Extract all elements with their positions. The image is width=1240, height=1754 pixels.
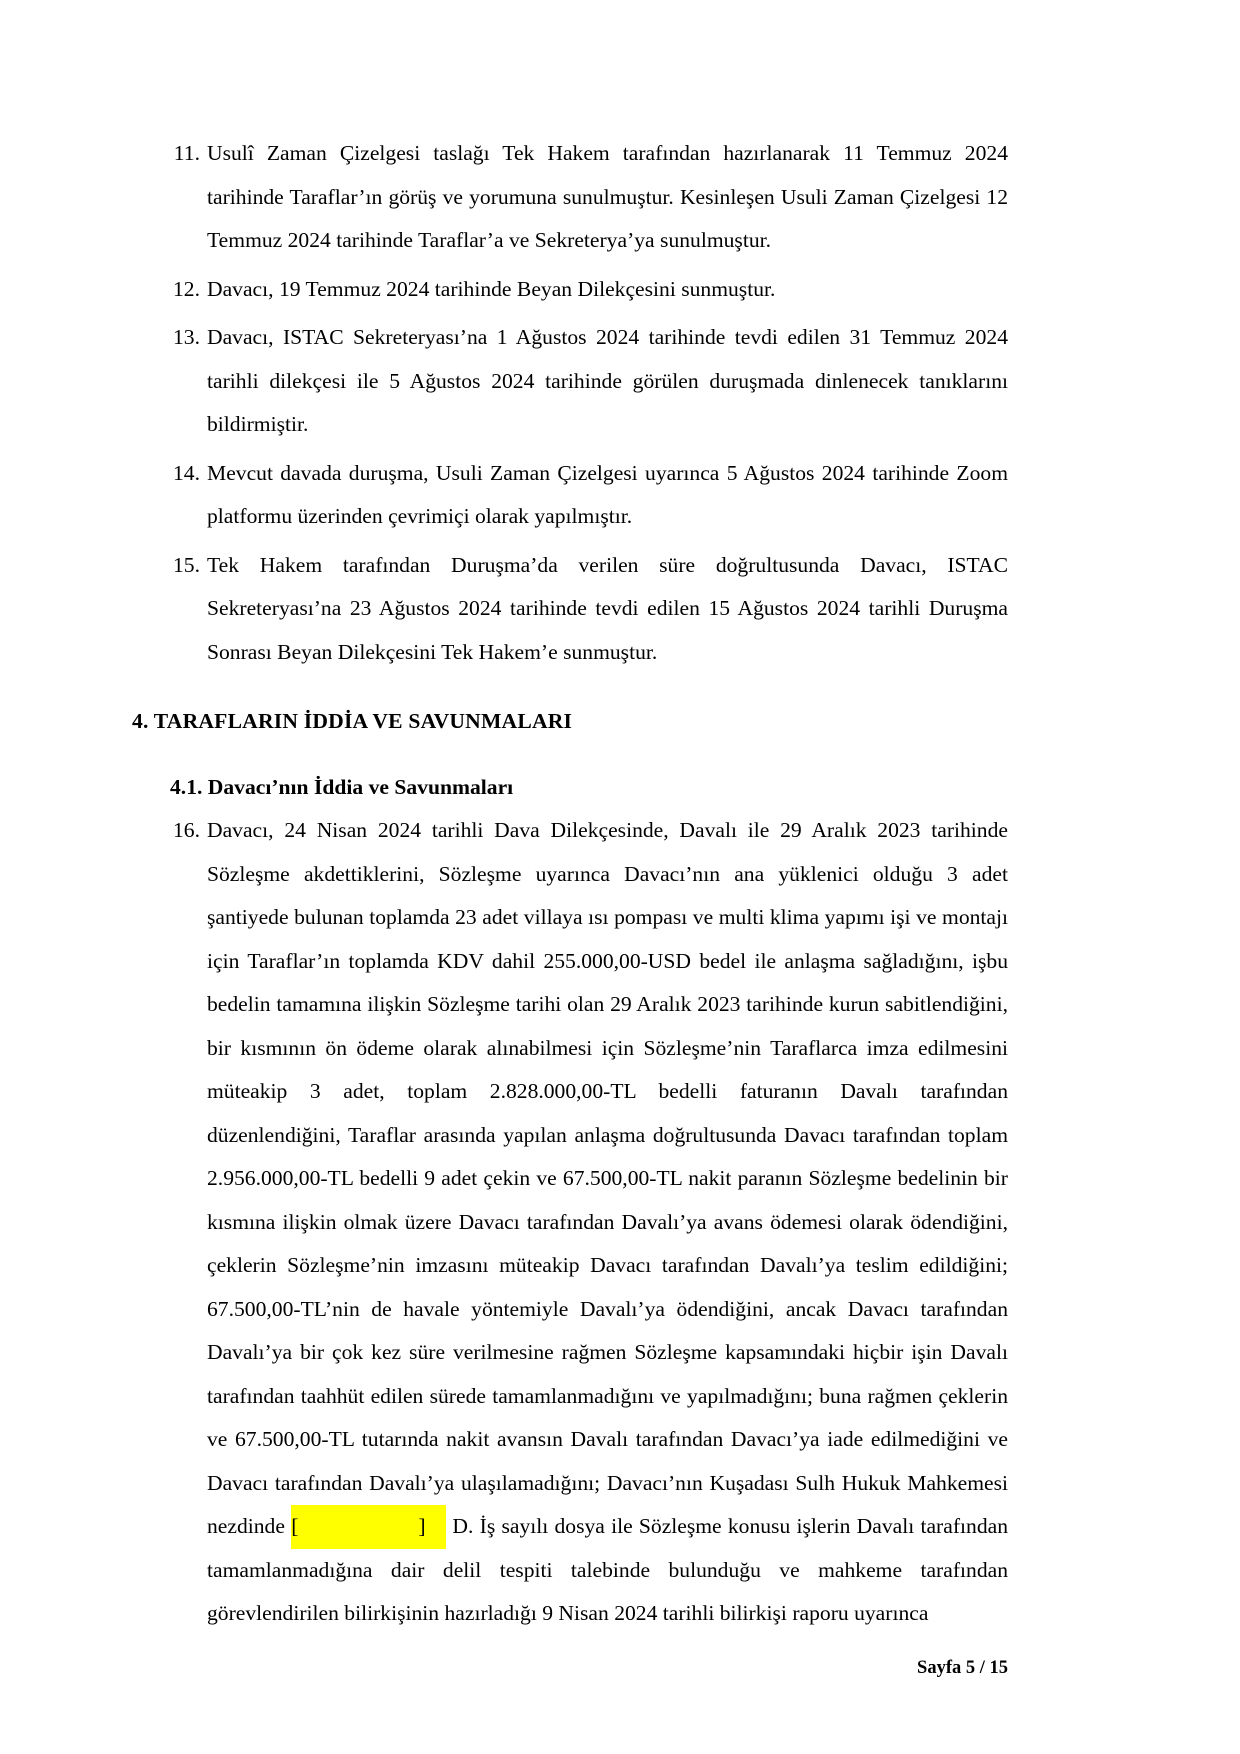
list-item (160, 452, 1008, 539)
list-item (160, 544, 1008, 675)
list-item (160, 132, 1008, 263)
redaction-open-bracket: [ (291, 1514, 299, 1538)
section-heading: 4. TARAFLARIN İDDİA VE SAVUNMALARI (132, 709, 573, 733)
list-item (160, 316, 1008, 447)
list-item (160, 268, 1008, 312)
list-item-number: 14. (173, 460, 200, 485)
page-footer: Sayfa 5 / 15 (917, 1658, 1008, 1678)
redaction-close-bracket: ] (418, 1514, 426, 1538)
list-item-text: Davacı, ISTAC Sekreteryası’na 1 Ağustos 2024 tarihinde tevdi edilen 31 Temmuz 2024 tarihli dilekçesi ile 5 Ağustos 2024 tarihinde görülen duruşmada dinlenecek tanıklarını bildirmiştir. (207, 325, 1008, 436)
paragraph-text-after-redaction: D. İş sayılı dosya ile Sözleşme konusu işlerin Davalı tarafından tamamlanmadığına dair delil tespiti talebinde bulunduğu ve mahkeme tarafından görevlendirilen bilirkişinin hazırladığı 9 Nisan 2024 tarihli bilirkişi raporu uyarınca (207, 1514, 1008, 1625)
list-item-text: Usulî Zaman Çizelgesi taslağı Tek Hakem tarafından hazırlanarak 11 Temmuz 2024 tarihinde Taraflar’ın görüş ve yorumuna sunulmuştur. Kesinleşen Usuli Zaman Çizelgesi 12 Temmuz 2024 tarihinde Taraflar’a ve Sekreterya’ya sunulmuştur. (207, 141, 1008, 252)
numbered-list-continued (160, 809, 1008, 1636)
list-item-number: 16. (173, 818, 200, 842)
paragraph-text-before-redaction: Davacı, 24 Nisan 2024 tarihli Dava Dilekçesinde, Davalı ile 29 Aralık 2023 tarihinde Sözleşme akdettiklerini, Sözleşme uyarınca Davacı’nın ana yüklenici olduğu 3 adet şantiyede bulunan toplamda 23 adet villaya ısı pompası ve multi klima yapımı işi ve montajı için Taraflar’ın toplamda KDV dahil 255.000,00-USD bedel ile anlaşma sağladığını, işbu bedelin tamamına ilişkin Sözleşme tarihi olan 29 Aralık 2023 tarihinde kurun sabitlendiğini, bir kısmının ön ödeme olarak alınabilmesi için Sözleşme’nin Taraflarca imza edilmesini müteakip 3 adet, toplam 2.828.000,00-TL bedelli faturanın Davalı tarafından düzenlendiğini, Taraflar arasında yapılan anlaşma doğrultusunda Davacı tarafından toplam 2.956.000,00-TL bedelli 9 adet çekin ve 67.500,00-TL nakit paranın Sözleşme bedelinin bir kısmına ilişkin olmak üzere Davacı tarafından Davalı’ya avans ödemesi olarak ödendiğini, çeklerin Sözleşme’nin imzasını müteakip Davacı tarafından Davalı’ya teslim edildiğini; 67.500,00-TL’nin de havale yöntemiyle Davalı’ya ödendiğini, ancak Davacı tarafından Davalı’ya bir çok kez süre verilmesine rağmen Sözleşme kapsamındaki hiçbir işin Davalı tarafından taahhüt edilen sürede tamamlanmadığını ve yapılmadığını; buna rağmen çeklerin ve 67.500,00-TL tutarında nakit avansın Davalı tarafından Davacı’ya iade edilmediğini ve Davacı tarafından Davalı’ya ulaşılamadığını; Davacı’nın Kuşadası Sulh Hukuk Mahkemesi nezdinde (207, 818, 1008, 1538)
redacted-field (291, 1505, 446, 1549)
subsection-heading: 4.1. Davacı’nın İddia ve Savunmaları (170, 774, 514, 799)
list-item-number: 13. (173, 325, 200, 349)
numbered-list (160, 132, 1008, 674)
list-item-number: 11. (173, 141, 200, 165)
list-item-text: Tek Hakem tarafından Duruşma’da verilen süre doğrultusunda Davacı, ISTAC Sekreteryası’na 23 Ağustos 2024 tarihinde tevdi edilen 15 Ağustos 2024 tarihli Duruşma Sonrası Beyan Dilekçesini Tek Hakem’e sunmuştur. (207, 552, 1008, 664)
list-item-number: 12. (173, 276, 200, 301)
list-item-text (207, 809, 1008, 1636)
list-item-number: 15. (173, 552, 200, 577)
list-item-text: Davacı, 19 Temmuz 2024 tarihinde Beyan Dilekçesini sunmuştur. (207, 276, 776, 301)
list-item (160, 809, 1008, 1636)
list-item-text: Mevcut davada duruşma, Usuli Zaman Çizelgesi uyarınca 5 Ağustos 2024 tarihinde Zoom platformu üzerinden çevrimiçi olarak yapılmıştır. (207, 460, 1008, 528)
